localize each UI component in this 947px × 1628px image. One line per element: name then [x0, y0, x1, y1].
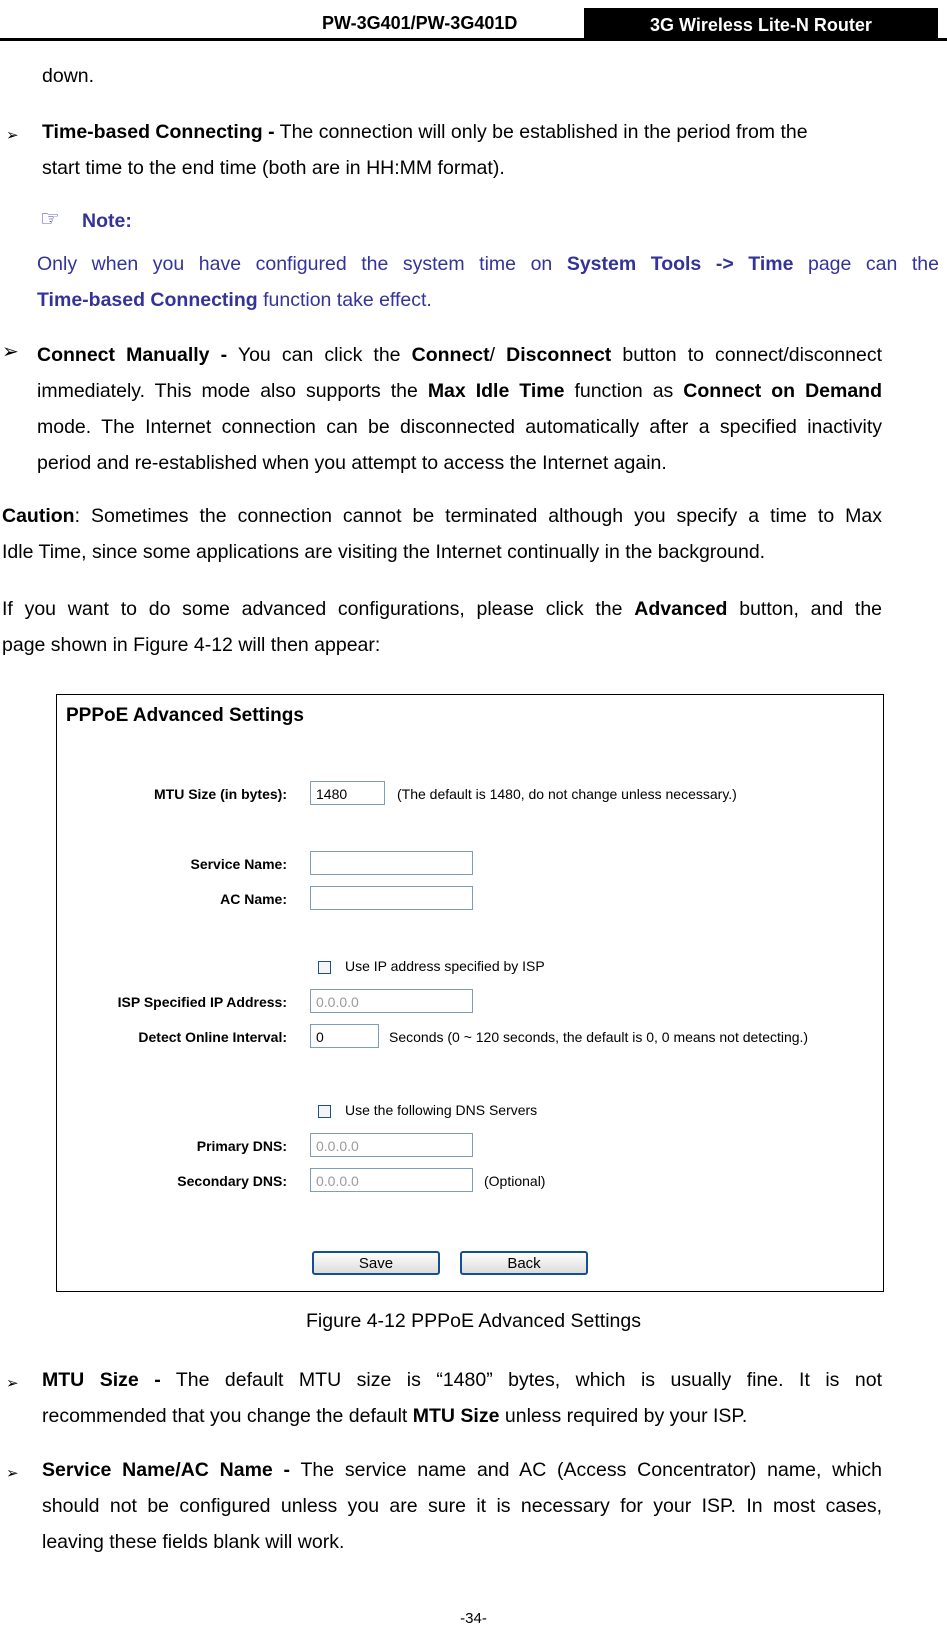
- note-hand-icon: ☞: [40, 206, 60, 231]
- time-based-item: [42, 114, 882, 150]
- mtu-label: MTU Size (in bytes):: [153, 786, 287, 802]
- connect-manually-line4: period and re-established when you attempt to access the Internet again.: [37, 452, 667, 474]
- paragraph-tail: down.: [42, 65, 95, 87]
- advanced-line2: page shown in Figure 4-12 will then appear:: [2, 634, 381, 656]
- caution-line2: Idle Time, since some applications are visiting the Internet continually in the background.: [2, 541, 766, 563]
- note-line1: [37, 246, 939, 282]
- mtu-hint: (The default is 1480, do not change unless necessary.): [397, 786, 737, 802]
- service-name-line2: should not be configured unless you are sure it is necessary for your ISP. In most cases,: [42, 1495, 882, 1517]
- mtu-line2: [42, 1398, 747, 1434]
- note-label: Note:: [82, 210, 132, 232]
- pppoe-advanced-settings-screenshot: [56, 694, 884, 1292]
- advanced-line1: [2, 591, 882, 627]
- slash: /: [489, 344, 496, 366]
- bullet-icon: ➢: [6, 127, 19, 144]
- mtu-line2-text: recommended that you change the default: [42, 1405, 408, 1427]
- service-name-line3: leaving these fields blank will work.: [42, 1531, 345, 1553]
- note-line2: [37, 282, 432, 318]
- note-line1-end: page can the: [807, 253, 939, 275]
- advanced-text-end: button, and the: [739, 598, 883, 620]
- time-based-term: Time-based Connecting -: [42, 121, 275, 143]
- save-button[interactable]: Save: [312, 1251, 440, 1275]
- cm-line2-text: immediately. This mode also supports the: [37, 380, 418, 402]
- note-line2-text: function take effect.: [263, 289, 432, 311]
- cm-line2-mid: function as: [574, 380, 674, 402]
- use-ip-checkbox[interactable]: [318, 961, 331, 974]
- bullet-icon: ➢: [6, 1465, 19, 1482]
- connect-manually-line3: mode. The Internet connection can be disconnected automatically after a specified inactivity: [37, 416, 882, 438]
- advanced-term: Advanced: [634, 598, 728, 620]
- bullet-icon: ➢: [2, 341, 19, 363]
- secondary-dns-input[interactable]: 0.0.0.0: [310, 1168, 473, 1192]
- connect-term: Connect: [411, 344, 490, 366]
- bullet-icon: ➢: [6, 1375, 19, 1392]
- time-based-line2: start time to the end time (both are in HH:MM format).: [42, 157, 505, 179]
- detect-interval-label: Detect Online Interval:: [138, 1029, 287, 1045]
- advanced-text: If you want to do some advanced configurations, please click the: [2, 598, 623, 620]
- use-ip-label: Use IP address specified by ISP: [345, 958, 545, 974]
- figure-title: PPPoE Advanced Settings: [66, 705, 304, 726]
- secondary-dns-label: Secondary DNS:: [177, 1173, 287, 1189]
- caution-text: : Sometimes the connection cannot be terminated although you specify a time to Max: [74, 505, 882, 527]
- caution-line1: [2, 498, 882, 534]
- connect-manually-text-end: button to connect/disconnect: [622, 344, 882, 366]
- mtu-input[interactable]: 1480: [310, 781, 385, 805]
- isp-ip-input[interactable]: 0.0.0.0: [310, 989, 473, 1013]
- connect-manually-term: Connect Manually -: [37, 344, 228, 366]
- header-model: PW-3G401/PW-3G401D: [322, 13, 518, 33]
- page-number: -34-: [460, 1610, 487, 1627]
- ac-name-label: AC Name:: [220, 891, 287, 907]
- mtu-size-term: MTU Size: [412, 1405, 500, 1427]
- use-dns-checkbox[interactable]: [318, 1105, 331, 1118]
- caution-term: Caution: [2, 505, 75, 527]
- back-button[interactable]: Back: [460, 1251, 588, 1275]
- time-based-line1: The connection will only be established in the period from the: [279, 121, 808, 143]
- detect-interval-input[interactable]: 0: [310, 1024, 379, 1048]
- service-name-label: Service Name:: [190, 856, 287, 872]
- mtu-text: The default MTU size is “1480” bytes, which is usually fine. It is not: [175, 1369, 882, 1391]
- service-name-input[interactable]: [310, 851, 473, 875]
- disconnect-term: Disconnect: [506, 344, 612, 366]
- max-idle-term: Max Idle Time: [427, 380, 565, 402]
- isp-ip-label: ISP Specified IP Address:: [117, 994, 287, 1010]
- connect-manually-line1: [37, 337, 882, 373]
- note-menu-path: System Tools -> Time: [566, 253, 794, 275]
- connect-manually-text: You can click the: [237, 344, 401, 366]
- note-feature-name: Time-based Connecting: [37, 289, 258, 311]
- use-dns-label: Use the following DNS Servers: [345, 1102, 538, 1118]
- detect-interval-hint: Seconds (0 ~ 120 seconds, the default is 0, 0 means not detecting.): [389, 1029, 809, 1045]
- service-name-text: The service name and AC (Access Concentrator) name, which: [300, 1459, 882, 1481]
- connect-on-demand-term: Connect on Demand: [683, 380, 883, 402]
- ac-name-input[interactable]: [310, 886, 473, 910]
- service-name-term: Service Name/AC Name -: [42, 1459, 291, 1481]
- figure-caption: Figure 4-12 PPPoE Advanced Settings: [306, 1310, 641, 1332]
- mtu-line1: [42, 1362, 882, 1398]
- service-name-line1: [42, 1452, 882, 1488]
- note-line1-text: Only when you have configured the system time on: [37, 253, 553, 275]
- mtu-term: MTU Size -: [42, 1369, 161, 1391]
- header-product-tab: 3G Wireless Lite-N Router: [584, 8, 938, 40]
- connect-manually-line2: [37, 373, 882, 409]
- primary-dns-input[interactable]: 0.0.0.0: [310, 1133, 473, 1157]
- header-rule: [0, 38, 947, 41]
- mtu-line2-end: unless required by your ISP.: [504, 1405, 748, 1427]
- primary-dns-label: Primary DNS:: [196, 1138, 287, 1154]
- optional-hint: (Optional): [484, 1173, 546, 1189]
